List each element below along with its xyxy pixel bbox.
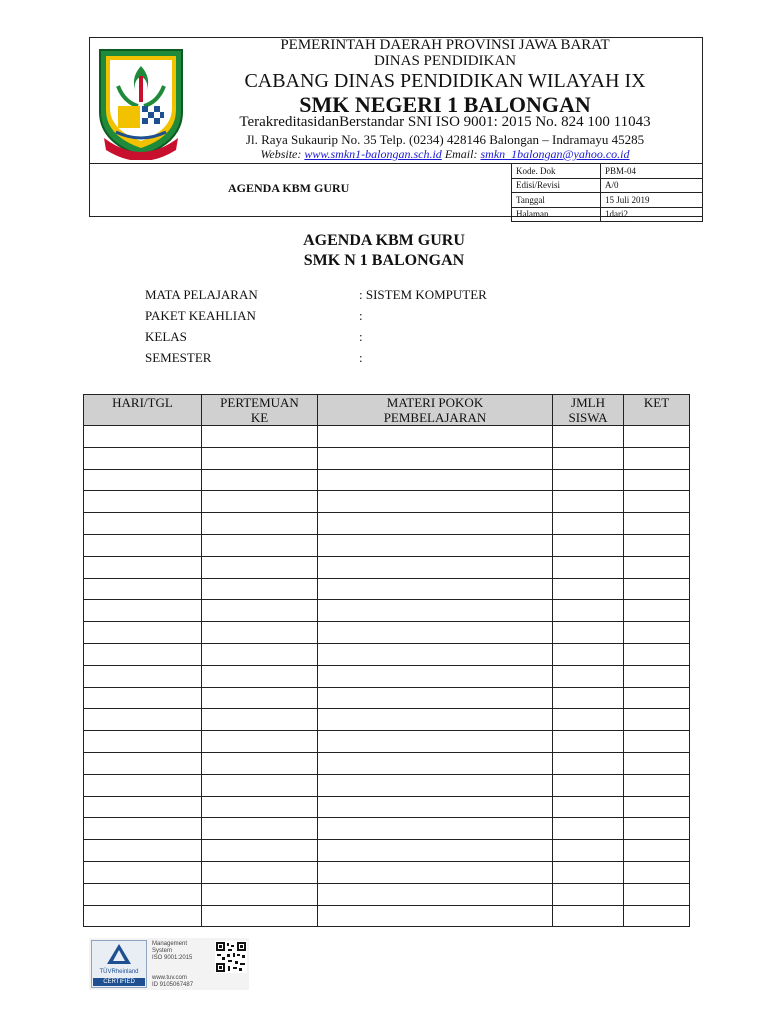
header-line: HARI/TGL [112, 395, 173, 410]
cell-topic[interactable] [318, 818, 553, 840]
tuv-brand: TÜVRheinland [99, 969, 139, 975]
school-name: SMK NEGERI 1 BALONGAN [299, 92, 591, 117]
doc-row [512, 207, 703, 222]
header-notes [624, 395, 690, 426]
cell-notes[interactable] [624, 709, 690, 731]
cell-topic[interactable] [318, 665, 553, 687]
info-value-class: : [359, 329, 363, 344]
cell-day-date[interactable] [84, 709, 202, 731]
agenda-table [83, 394, 690, 927]
cell-topic[interactable] [318, 840, 553, 862]
cell-day-date[interactable] [84, 426, 202, 448]
table-row [84, 818, 690, 840]
table-row [84, 426, 690, 448]
cell-topic[interactable] [318, 752, 553, 774]
cell-notes[interactable] [624, 818, 690, 840]
cell-meeting[interactable] [202, 469, 318, 491]
header-day-date [84, 395, 202, 426]
header-line: KE [250, 410, 269, 425]
cell-meeting[interactable] [202, 818, 318, 840]
header-line: JMLH [571, 395, 605, 410]
cell-student-count[interactable] [553, 665, 624, 687]
header-student-count [553, 395, 624, 426]
info-label-subject: MATA PELAJARAN [145, 287, 258, 302]
cell-meeting[interactable] [202, 622, 318, 644]
header-topic [318, 395, 553, 426]
table-row [84, 731, 690, 753]
cell-notes[interactable] [624, 840, 690, 862]
cert-id: ID 9105067487 [152, 982, 194, 988]
cell-meeting[interactable] [202, 491, 318, 513]
table-row [84, 840, 690, 862]
cell-topic[interactable] [318, 709, 553, 731]
cell-meeting[interactable] [202, 665, 318, 687]
cell-day-date[interactable] [84, 447, 202, 469]
table-row [84, 687, 690, 709]
cell-topic[interactable] [318, 556, 553, 578]
doc-key: Halaman [512, 207, 601, 222]
cell-student-count[interactable] [553, 687, 624, 709]
table-row [84, 665, 690, 687]
cell-notes[interactable] [624, 534, 690, 556]
info-value-subject: : SISTEM KOMPUTER [359, 287, 487, 302]
cell-day-date[interactable] [84, 534, 202, 556]
cell-day-date[interactable] [84, 905, 202, 927]
cell-student-count[interactable] [553, 818, 624, 840]
page-title: AGENDA KBM GURU [303, 232, 465, 249]
cell-student-count[interactable] [553, 883, 624, 905]
cell-day-date[interactable] [84, 774, 202, 796]
cell-meeting[interactable] [202, 513, 318, 535]
info-label-program: PAKET KEAHLIAN [145, 308, 256, 323]
table-row [84, 883, 690, 905]
table-row [84, 469, 690, 491]
header-line: KET [643, 395, 670, 410]
cell-meeting[interactable] [202, 534, 318, 556]
cell-topic[interactable] [318, 534, 553, 556]
cell-notes[interactable] [624, 731, 690, 753]
doc-value: 15 Juli 2019 [601, 193, 703, 208]
cell-meeting[interactable] [202, 752, 318, 774]
doc-value: PBM-04 [601, 164, 703, 179]
info-label-class: KELAS [145, 329, 187, 344]
doc-label: AGENDA KBM GURU [228, 181, 350, 195]
cell-notes[interactable] [624, 774, 690, 796]
cell-student-count[interactable] [553, 578, 624, 600]
cell-notes[interactable] [624, 600, 690, 622]
cell-meeting[interactable] [202, 600, 318, 622]
cell-topic[interactable] [318, 643, 553, 665]
cell-notes[interactable] [624, 883, 690, 905]
agenda-table-body [84, 426, 690, 927]
header-meeting [202, 395, 318, 426]
cell-day-date[interactable] [84, 883, 202, 905]
cell-notes[interactable] [624, 513, 690, 535]
cell-day-date[interactable] [84, 861, 202, 883]
cell-student-count[interactable] [553, 905, 624, 927]
cell-topic[interactable] [318, 731, 553, 753]
doc-value: 1dari2 [601, 207, 703, 222]
table-row [84, 796, 690, 818]
info-value-semester: : [359, 350, 363, 365]
tuv-triangle-icon [106, 943, 132, 965]
cell-day-date[interactable] [84, 731, 202, 753]
cell-topic[interactable] [318, 600, 553, 622]
cell-topic[interactable] [318, 883, 553, 905]
website-link[interactable]: www.smkn1-balongan.sch.id [304, 147, 442, 161]
cell-day-date[interactable] [84, 600, 202, 622]
cell-student-count[interactable] [553, 861, 624, 883]
cell-student-count[interactable] [553, 840, 624, 862]
table-row [84, 447, 690, 469]
cell-notes[interactable] [624, 796, 690, 818]
cell-student-count[interactable] [553, 752, 624, 774]
table-row [84, 709, 690, 731]
info-label-semester: SEMESTER [145, 350, 212, 365]
table-row [84, 861, 690, 883]
cell-topic[interactable] [318, 578, 553, 600]
cell-day-date[interactable] [84, 643, 202, 665]
cell-notes[interactable] [624, 861, 690, 883]
cell-topic[interactable] [318, 774, 553, 796]
cell-notes[interactable] [624, 469, 690, 491]
cell-topic[interactable] [318, 861, 553, 883]
cell-meeting[interactable] [202, 774, 318, 796]
cert-line: Management [152, 941, 188, 947]
tuv-certified-label: CERTIFIED [93, 978, 145, 986]
cell-meeting[interactable] [202, 840, 318, 862]
cell-notes[interactable] [624, 491, 690, 513]
email-link[interactable]: smkn_1balongan@yahoo.co.id [480, 147, 630, 161]
doc-key: Kode. Dok [512, 164, 601, 179]
cell-day-date[interactable] [84, 665, 202, 687]
table-row [84, 578, 690, 600]
table-row [84, 556, 690, 578]
cell-day-date[interactable] [84, 513, 202, 535]
cell-day-date[interactable] [84, 687, 202, 709]
table-row [84, 774, 690, 796]
cell-student-count[interactable] [553, 600, 624, 622]
table-row [84, 600, 690, 622]
cell-student-count[interactable] [553, 447, 624, 469]
cell-student-count[interactable] [553, 709, 624, 731]
cell-topic[interactable] [318, 491, 553, 513]
cell-student-count[interactable] [553, 491, 624, 513]
table-row [84, 622, 690, 644]
cell-meeting[interactable] [202, 578, 318, 600]
header-line: PERTEMUAN [220, 395, 299, 410]
doc-value: A/0 [601, 178, 703, 193]
email-label: Email: [441, 147, 481, 161]
cell-meeting[interactable] [202, 556, 318, 578]
cell-topic[interactable] [318, 796, 553, 818]
table-row [84, 513, 690, 535]
cell-topic[interactable] [318, 905, 553, 927]
info-value-program: : [359, 308, 363, 323]
cell-day-date[interactable] [84, 622, 202, 644]
cell-student-count[interactable] [553, 426, 624, 448]
doc-key: Edisi/Revisi [512, 178, 601, 193]
cell-topic[interactable] [318, 426, 553, 448]
address-line: Jl. Raya Sukaurip No. 35 Telp. (0234) 428146 Balongan – Indramayu 45285 [245, 132, 645, 147]
page-subtitle: SMK N 1 BALONGAN [303, 252, 465, 269]
cell-topic[interactable] [318, 469, 553, 491]
cert-line: ISO 9001:2015 [152, 955, 193, 961]
cell-topic[interactable] [318, 622, 553, 644]
cell-meeting[interactable] [202, 687, 318, 709]
cell-topic[interactable] [318, 447, 553, 469]
cell-student-count[interactable] [553, 534, 624, 556]
cell-day-date[interactable] [84, 818, 202, 840]
doc-row [512, 164, 703, 179]
cell-meeting[interactable] [202, 643, 318, 665]
department-line: DINAS PENDIDIKAN [373, 53, 517, 69]
cell-notes[interactable] [624, 687, 690, 709]
cell-meeting[interactable] [202, 447, 318, 469]
cell-notes[interactable] [624, 622, 690, 644]
document-control-table [511, 163, 703, 222]
cell-meeting[interactable] [202, 731, 318, 753]
cell-day-date[interactable] [84, 578, 202, 600]
header-line: PEMBELAJARAN [383, 410, 487, 425]
cell-day-date[interactable] [84, 840, 202, 862]
table-row [84, 534, 690, 556]
cell-notes[interactable] [624, 447, 690, 469]
table-row [84, 752, 690, 774]
cell-day-date[interactable] [84, 491, 202, 513]
accreditation-line: TerakreditasidanBerstandar SNI ISO 9001: 2015 No. 824 100 11043 [239, 114, 651, 130]
cell-student-count[interactable] [553, 513, 624, 535]
cell-notes[interactable] [624, 665, 690, 687]
cell-student-count[interactable] [553, 643, 624, 665]
cell-day-date[interactable] [84, 556, 202, 578]
doc-key: Tanggal [512, 193, 601, 208]
cell-meeting[interactable] [202, 796, 318, 818]
cell-notes[interactable] [624, 556, 690, 578]
cell-student-count[interactable] [553, 774, 624, 796]
cell-meeting[interactable] [202, 709, 318, 731]
qr-code-icon [215, 941, 247, 973]
cell-notes[interactable] [624, 578, 690, 600]
cert-url: www.tuv.com [152, 975, 187, 981]
cell-meeting[interactable] [202, 861, 318, 883]
website-label: Website: [260, 147, 305, 161]
cell-day-date[interactable] [84, 796, 202, 818]
header-line: SISWA [568, 410, 608, 425]
table-row [84, 643, 690, 665]
cert-line: System [152, 948, 173, 954]
table-row [84, 905, 690, 927]
header-line: MATERI POKOK [386, 395, 484, 410]
table-row [84, 491, 690, 513]
cell-day-date[interactable] [84, 469, 202, 491]
cell-student-count[interactable] [553, 556, 624, 578]
cell-topic[interactable] [318, 687, 553, 709]
cell-meeting[interactable] [202, 426, 318, 448]
cell-student-count[interactable] [553, 796, 624, 818]
doc-row [512, 178, 703, 193]
government-line: PEMERINTAH DAERAH PROVINSI JAWA BARAT [280, 37, 610, 53]
branch-office-line: CABANG DINAS PENDIDIKAN WILAYAH IX [244, 70, 646, 92]
cell-student-count[interactable] [553, 469, 624, 491]
cell-notes[interactable] [624, 752, 690, 774]
cell-day-date[interactable] [84, 752, 202, 774]
cell-student-count[interactable] [553, 731, 624, 753]
cell-notes[interactable] [624, 905, 690, 927]
cell-meeting[interactable] [202, 883, 318, 905]
contact-line [190, 147, 700, 162]
cell-topic[interactable] [318, 513, 553, 535]
doc-row [512, 193, 703, 208]
cell-student-count[interactable] [553, 622, 624, 644]
table-header-row [84, 395, 690, 426]
cell-meeting[interactable] [202, 905, 318, 927]
cell-notes[interactable] [624, 426, 690, 448]
cell-notes[interactable] [624, 643, 690, 665]
jawa-barat-emblem-icon [92, 42, 190, 160]
